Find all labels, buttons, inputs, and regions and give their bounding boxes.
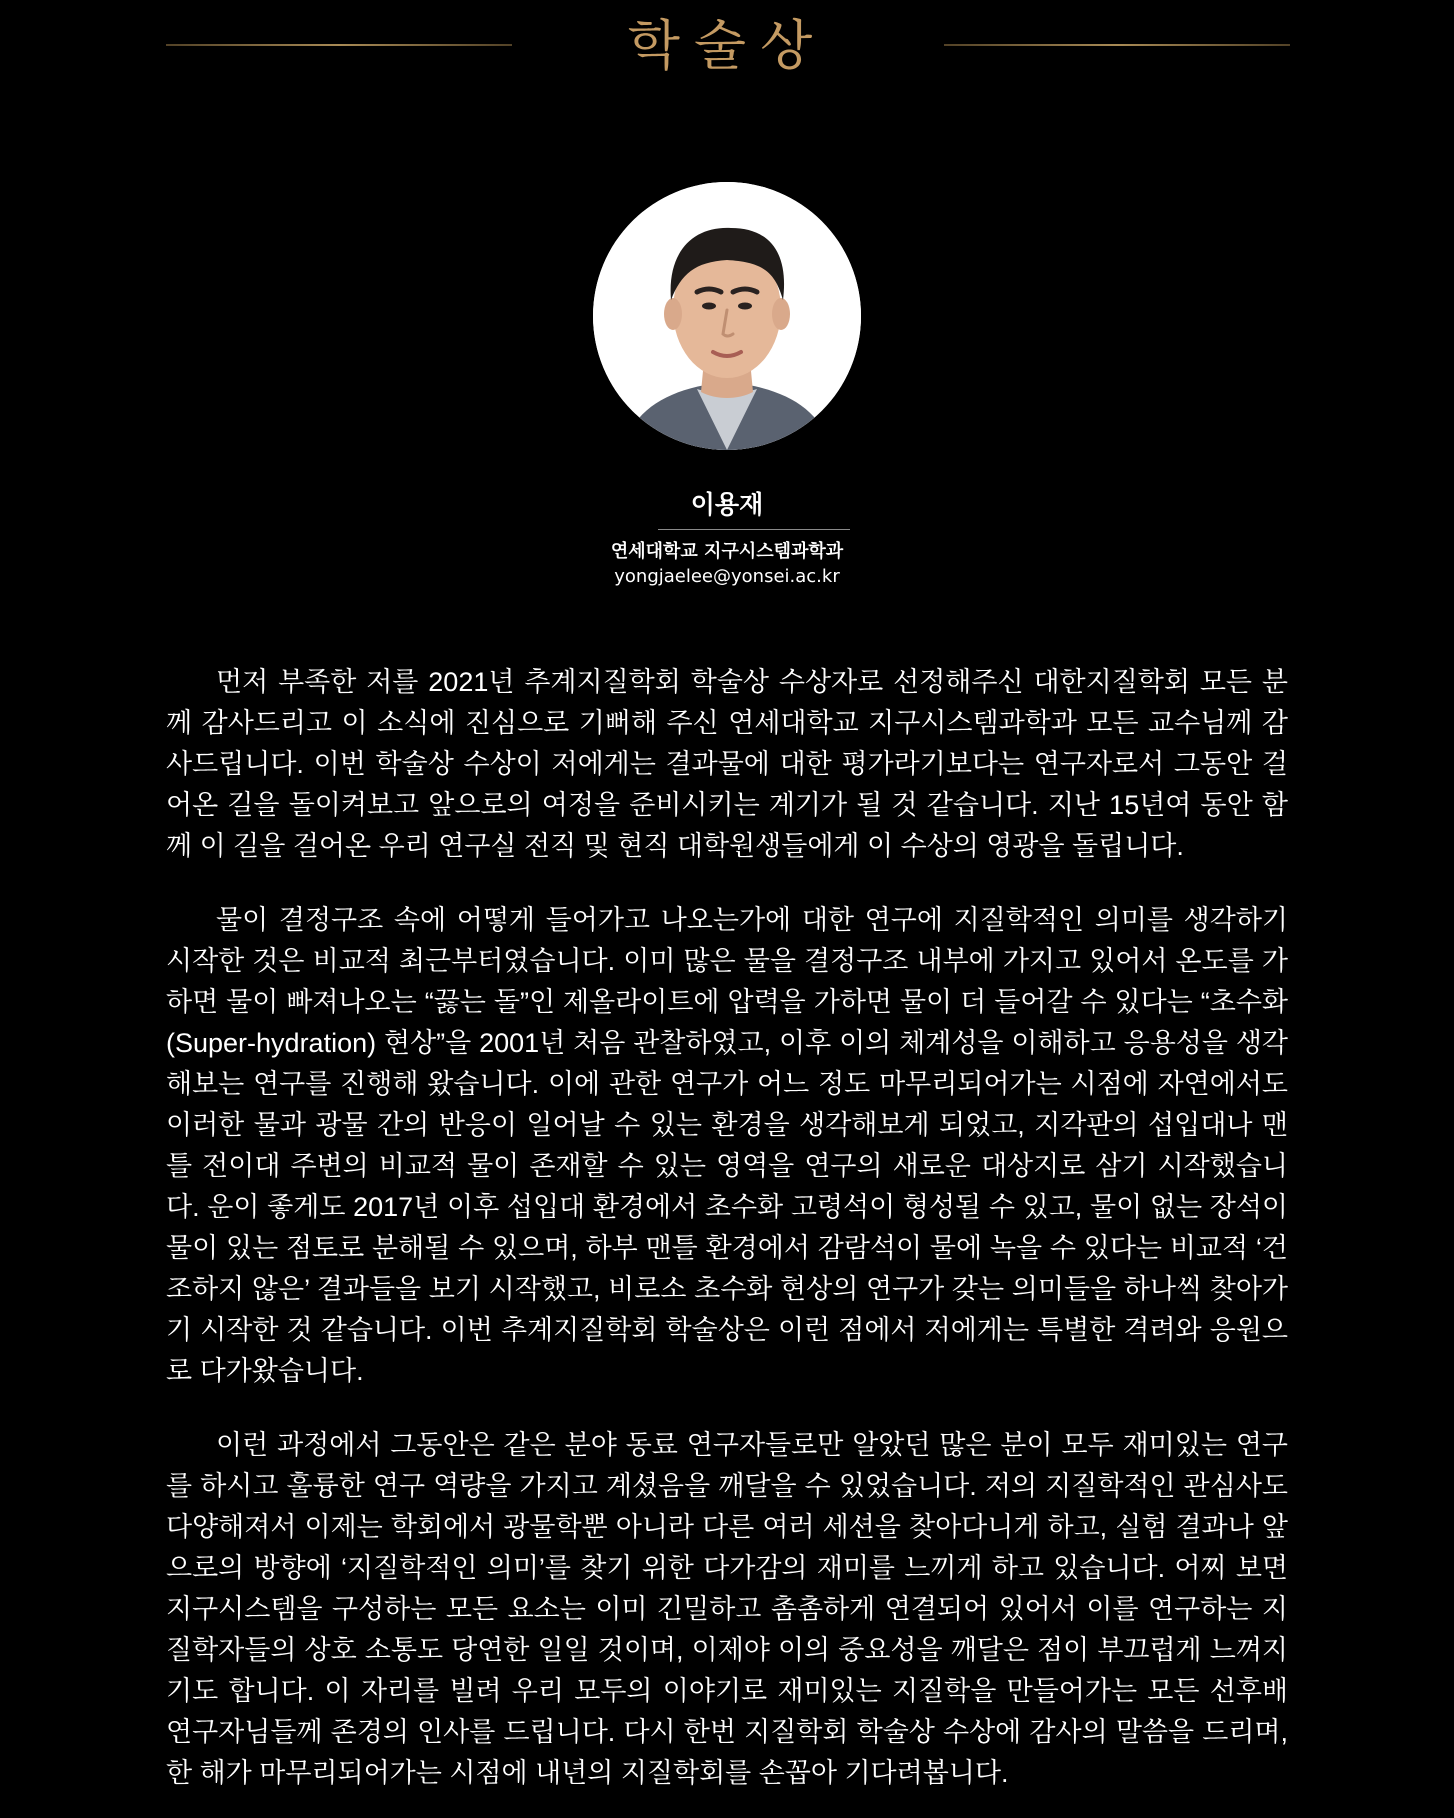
article-paragraph-2: 물이 결정구조 속에 어떻게 들어가고 나오는가에 대한 연구에 지질학적인 의미를 생각하기 시작한 것은 비교적 최근부터였습니다. 이미 많은 물을 결정구조 내부에 가지고 있어서 온도를 가하면 물이 빠져나오는 “끓는 돌”인 제올라이트에 압력을 가하면 물이 더 들어갈 수 있다는 “초수화(Super-hydration) 현상”을 2001년 처음 관찰하였고, 이후 이의 체계성을 이해하고 응용성을 생각해보는 연구를 진행해 왔습니다. 이에 관한 연구가 어느 정도 마무리되어가는 시점에 자연에서도 이러한 물과 광물 간의 반응이 일어날 수 있는 환경을 생각해보게 되었고, 지각판의 섭입대나 맨틀 전이대 주변의 비교적 물이 존재할 수 있는 영역을 연구의 새로운 대상지로 삼기 시작했습니다. 운이 좋게도 2017년 이후 섭입대 환경에서 초수화 고령석이 형성될 수 있고, 물이 없는 장석이 물이 있는 점토로 분해될 수 있으며, 하부 맨틀 환경에서 감람석이 물에 녹을 수 있다는 비교적 ‘건조하지 않은’ 결과들을 보기 시작했고, 비로소 초수화 현상의 연구가 갖는 의미들을 하나씩 찾아가기 시작한 것 같습니다. 이번 추계지질학회 학술상은 이런 점에서 저에게는 특별한 격려와 응원으로 다가왔습니다. [166,905,1288,1386]
page-header [0,0,1454,100]
portrait-photo-icon [593,182,861,450]
profile-email: yongjaelee@yonsei.ac.kr [614,566,840,587]
article-paragraph-3: 이런 과정에서 그동안은 같은 분야 동료 연구자들로만 알았던 많은 분이 모두 재미있는 연구를 하시고 훌륭한 연구 역량을 가지고 계셨음을 깨달을 수 있었습니다. 저의 지질학적인 관심사도 다양해져서 이제는 학회에서 광물학뿐 아니라 다른 여러 세션을 찾아다니게 하고, 실험 결과나 앞으로의 방향에 ‘지질학적인 의미’를 찾기 위한 다가감의 재미를 느끼게 하고 있습니다. 어찌 보면 지구시스템을 구성하는 모든 요소는 이미 긴밀하고 촘촘하게 연결되어 있어서 이를 연구하는 지질학자들의 상호 소통도 당연한 일일 것이며, 이제야 이의 중요성을 깨달은 점이 부끄럽게 느껴지기도 합니다. 이 자리를 빌려 우리 모두의 이야기로 재미있는 지질학을 만들어가는 모든 선후배 연구자님들께 존경의 인사를 드립니다. 다시 한번 지질학회 학술상 수상에 감사의 말씀을 드리며, 한 해가 마무리되어가는 시점에 내년의 지질학회를 손꼽아 기다려봅니다. [166,1430,1288,1788]
article-body [166,662,1288,1794]
profile-name: 이용재 [690,490,764,519]
avatar [593,182,861,450]
header-divider-left [166,44,512,46]
article-paragraph-1: 먼저 부족한 저를 2021년 추계지질학회 학술상 수상자로 선정해주신 대한지질학회 모든 분께 감사드리고 이 소식에 진심으로 기뻐해 주신 연세대학교 지구시스템과학과 모든 교수님께 감사드립니다. 이번 학술상 수상이 저에게는 결과물에 대한 평가라기보다는 연구자로서 그동안 걸어온 길을 돌이켜보고 앞으로의 여정을 준비시키는 계기가 될 것 같습니다. 지난 15년여 동안 함께 이 길을 걸어온 우리 연구실 전직 및 현직 대학원생들에게 이 수상의 영광을 돌립니다. [166,667,1288,861]
profile-divider [658,529,850,530]
profile-affiliation: 연세대학교 지구시스템과학과 [610,541,844,562]
page-title: 학술상 [627,14,827,77]
header-divider-right [944,44,1290,46]
